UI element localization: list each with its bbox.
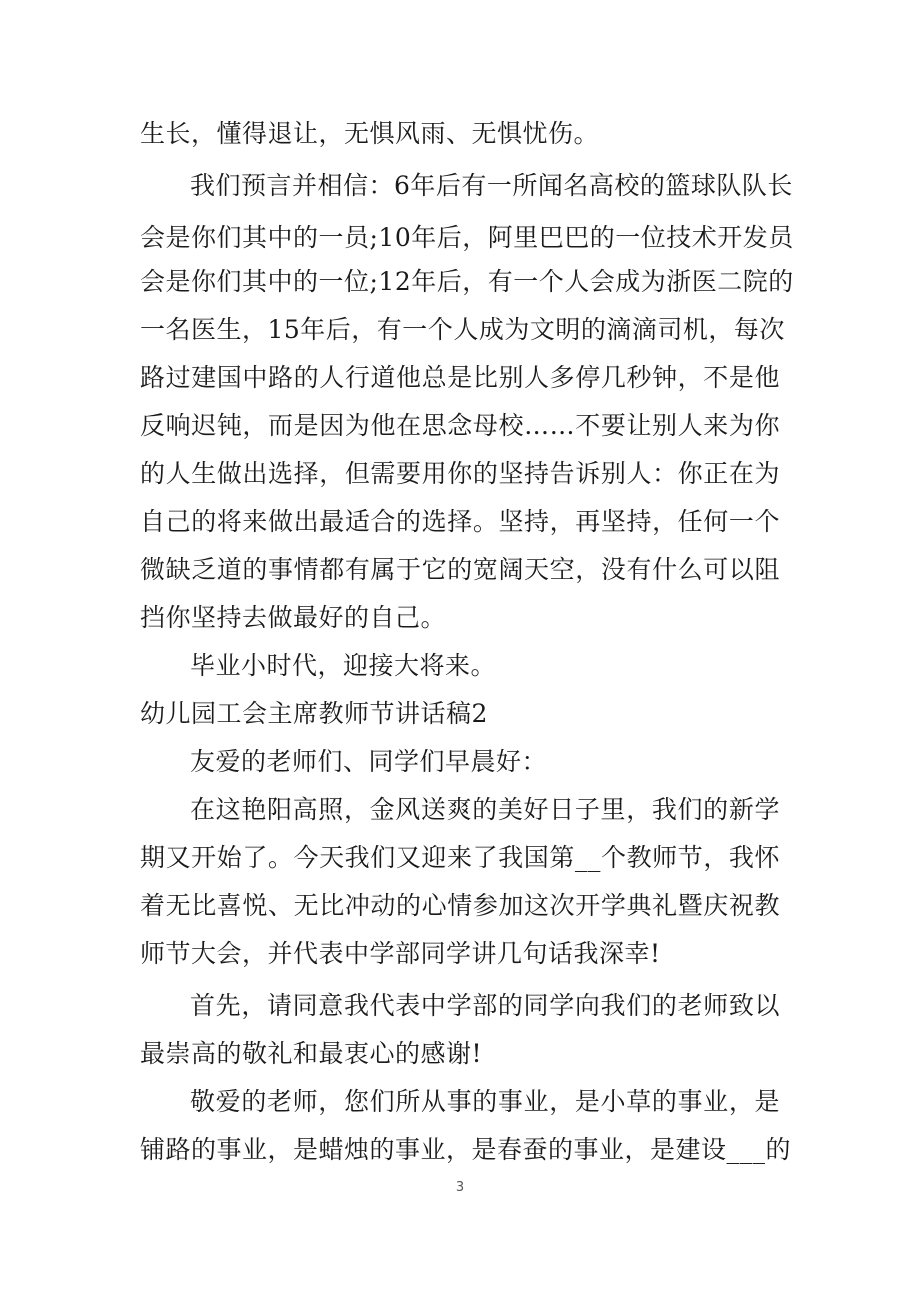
text-line: 毕业小时代，迎接大将来。	[190, 651, 497, 680]
text-line: 挡你坚持去做最好的自己。	[140, 603, 447, 632]
text-line: 首先，请同意我代表中学部的同学向我们的老师致以	[190, 991, 780, 1020]
salutation: 友爱的老师们、同学们早晨好：	[190, 747, 548, 776]
text-line: 我们预言并相信：6年后有一所闻名高校的篮球队队长	[190, 171, 793, 200]
text-line: 自己的将来做出最适合的选择。坚持，再坚持，任何一个	[140, 507, 780, 536]
section-heading: 幼儿园工会主席教师节讲话稿2	[140, 699, 488, 728]
text-line: 路过建国中路的人行道他总是比别人多停几秒钟，不是他	[140, 363, 780, 392]
text-line: 师节大会，并代表中学部同学讲几句话我深幸!	[140, 939, 661, 968]
text-line: 铺路的事业，是蜡烛的事业，是春蚕的事业，是建设___的	[140, 1135, 792, 1164]
text-line: 的人生做出选择，但需要用你的坚持告诉别人：你正在为	[140, 459, 780, 488]
text-line: 生长，懂得退让，无惧风雨、无惧忧伤。	[140, 119, 600, 148]
text-line: 一名医生，15年后，有一个人成为文明的滴滴司机，每次	[140, 315, 785, 344]
page-number: 3	[455, 1180, 465, 1195]
text-line: 敬爱的老师，您们所从事的事业，是小草的事业，是	[190, 1087, 780, 1116]
text-line: 在这艳阳高照，金风送爽的美好日子里，我们的新学	[190, 795, 780, 824]
text-line: 会是你们其中的一位;12年后，有一个人会成为浙医二院的	[140, 267, 794, 296]
text-line: 会是你们其中的一员;10年后，阿里巴巴的一位技术开发员	[140, 223, 794, 252]
text-line: 期又开始了。今天我们又迎来了我国第__个教师节，我怀	[140, 843, 780, 872]
text-line: 着无比喜悦、无比冲动的心情参加这次开学典礼暨庆祝教	[140, 891, 780, 920]
text-line: 反响迟钝，而是因为他在思念母校……不要让别人来为你	[140, 411, 780, 440]
text-line: 微缺乏道的事情都有属于它的宽阔天空，没有什么可以阻	[140, 555, 780, 584]
text-line: 最崇高的敬礼和最衷心的感谢!	[140, 1039, 483, 1068]
